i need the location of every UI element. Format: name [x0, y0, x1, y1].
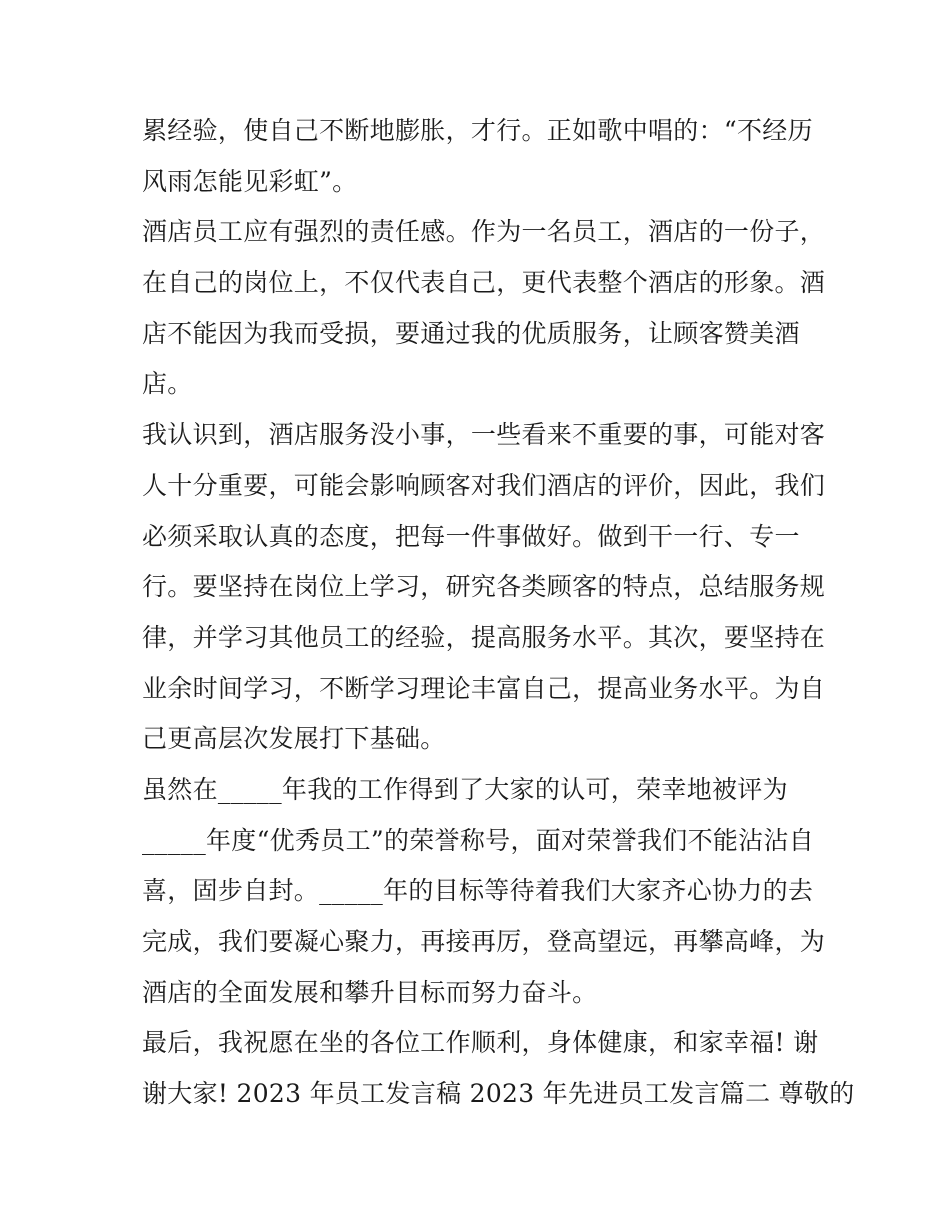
text-line: 累经验，使自己不断地膨胀，才行。正如歌中唱的：“不经历	[142, 116, 813, 145]
text-line: 业余时间学习，不断学习理论丰富自己，提高业务水平。为自	[142, 673, 826, 703]
text-line: 必须采取认真的态度，把每一件事做好。做到干一行、专一	[142, 521, 800, 551]
text-line: 酒店的全面发展和攀升目标而努力奋斗。	[142, 977, 598, 1007]
text-line: 喜，固步自封。_____年的目标等待着我们大家齐心协力的去	[142, 876, 814, 906]
text-line: 最后，我祝愿在坐的各位工作顺利，身体健康，和家幸福! 谢	[142, 1028, 819, 1058]
text-line: 虽然在_____年我的工作得到了大家的认可，荣幸地被评为	[142, 774, 788, 804]
text-line: 完成，我们要凝心聚力，再接再厉，登高望远，再攀高峰，为	[142, 927, 826, 956]
text-line: 风雨怎能见彩虹”。	[142, 166, 358, 196]
text-line: 谢大家! 2023 年员工发言稿 2023 年先进员工发言篇二 尊敬的	[142, 1079, 855, 1109]
text-line: 酒店员工应有强烈的责任感。作为一名员工，酒店的一份子，	[142, 217, 826, 247]
text-line: 店不能因为我而受损，要通过我的优质服务，让顾客赞美酒	[142, 318, 800, 348]
text-line: 我认识到，酒店服务没小事，一些看来不重要的事，可能对客	[142, 420, 826, 450]
text-line: 人十分重要，可能会影响顾客对我们酒店的评价，因此，我们	[142, 470, 826, 500]
text-line: 在自己的岗位上，不仅代表自己，更代表整个酒店的形象。酒	[142, 268, 826, 298]
text-line: _____年度“优秀员工”的荣誉称号，面对荣誉我们不能沾沾自	[142, 825, 815, 855]
text-line: 行。要坚持在岗位上学习，研究各类顾客的特点，总结服务规	[142, 572, 826, 602]
document-body-text	[142, 106, 855, 1120]
text-line: 店。	[142, 369, 193, 399]
text-line: 律，并学习其他员工的经验，提高服务水平。其次，要坚持在	[142, 622, 826, 652]
text-line: 己更高层次发展打下基础。	[142, 724, 446, 754]
